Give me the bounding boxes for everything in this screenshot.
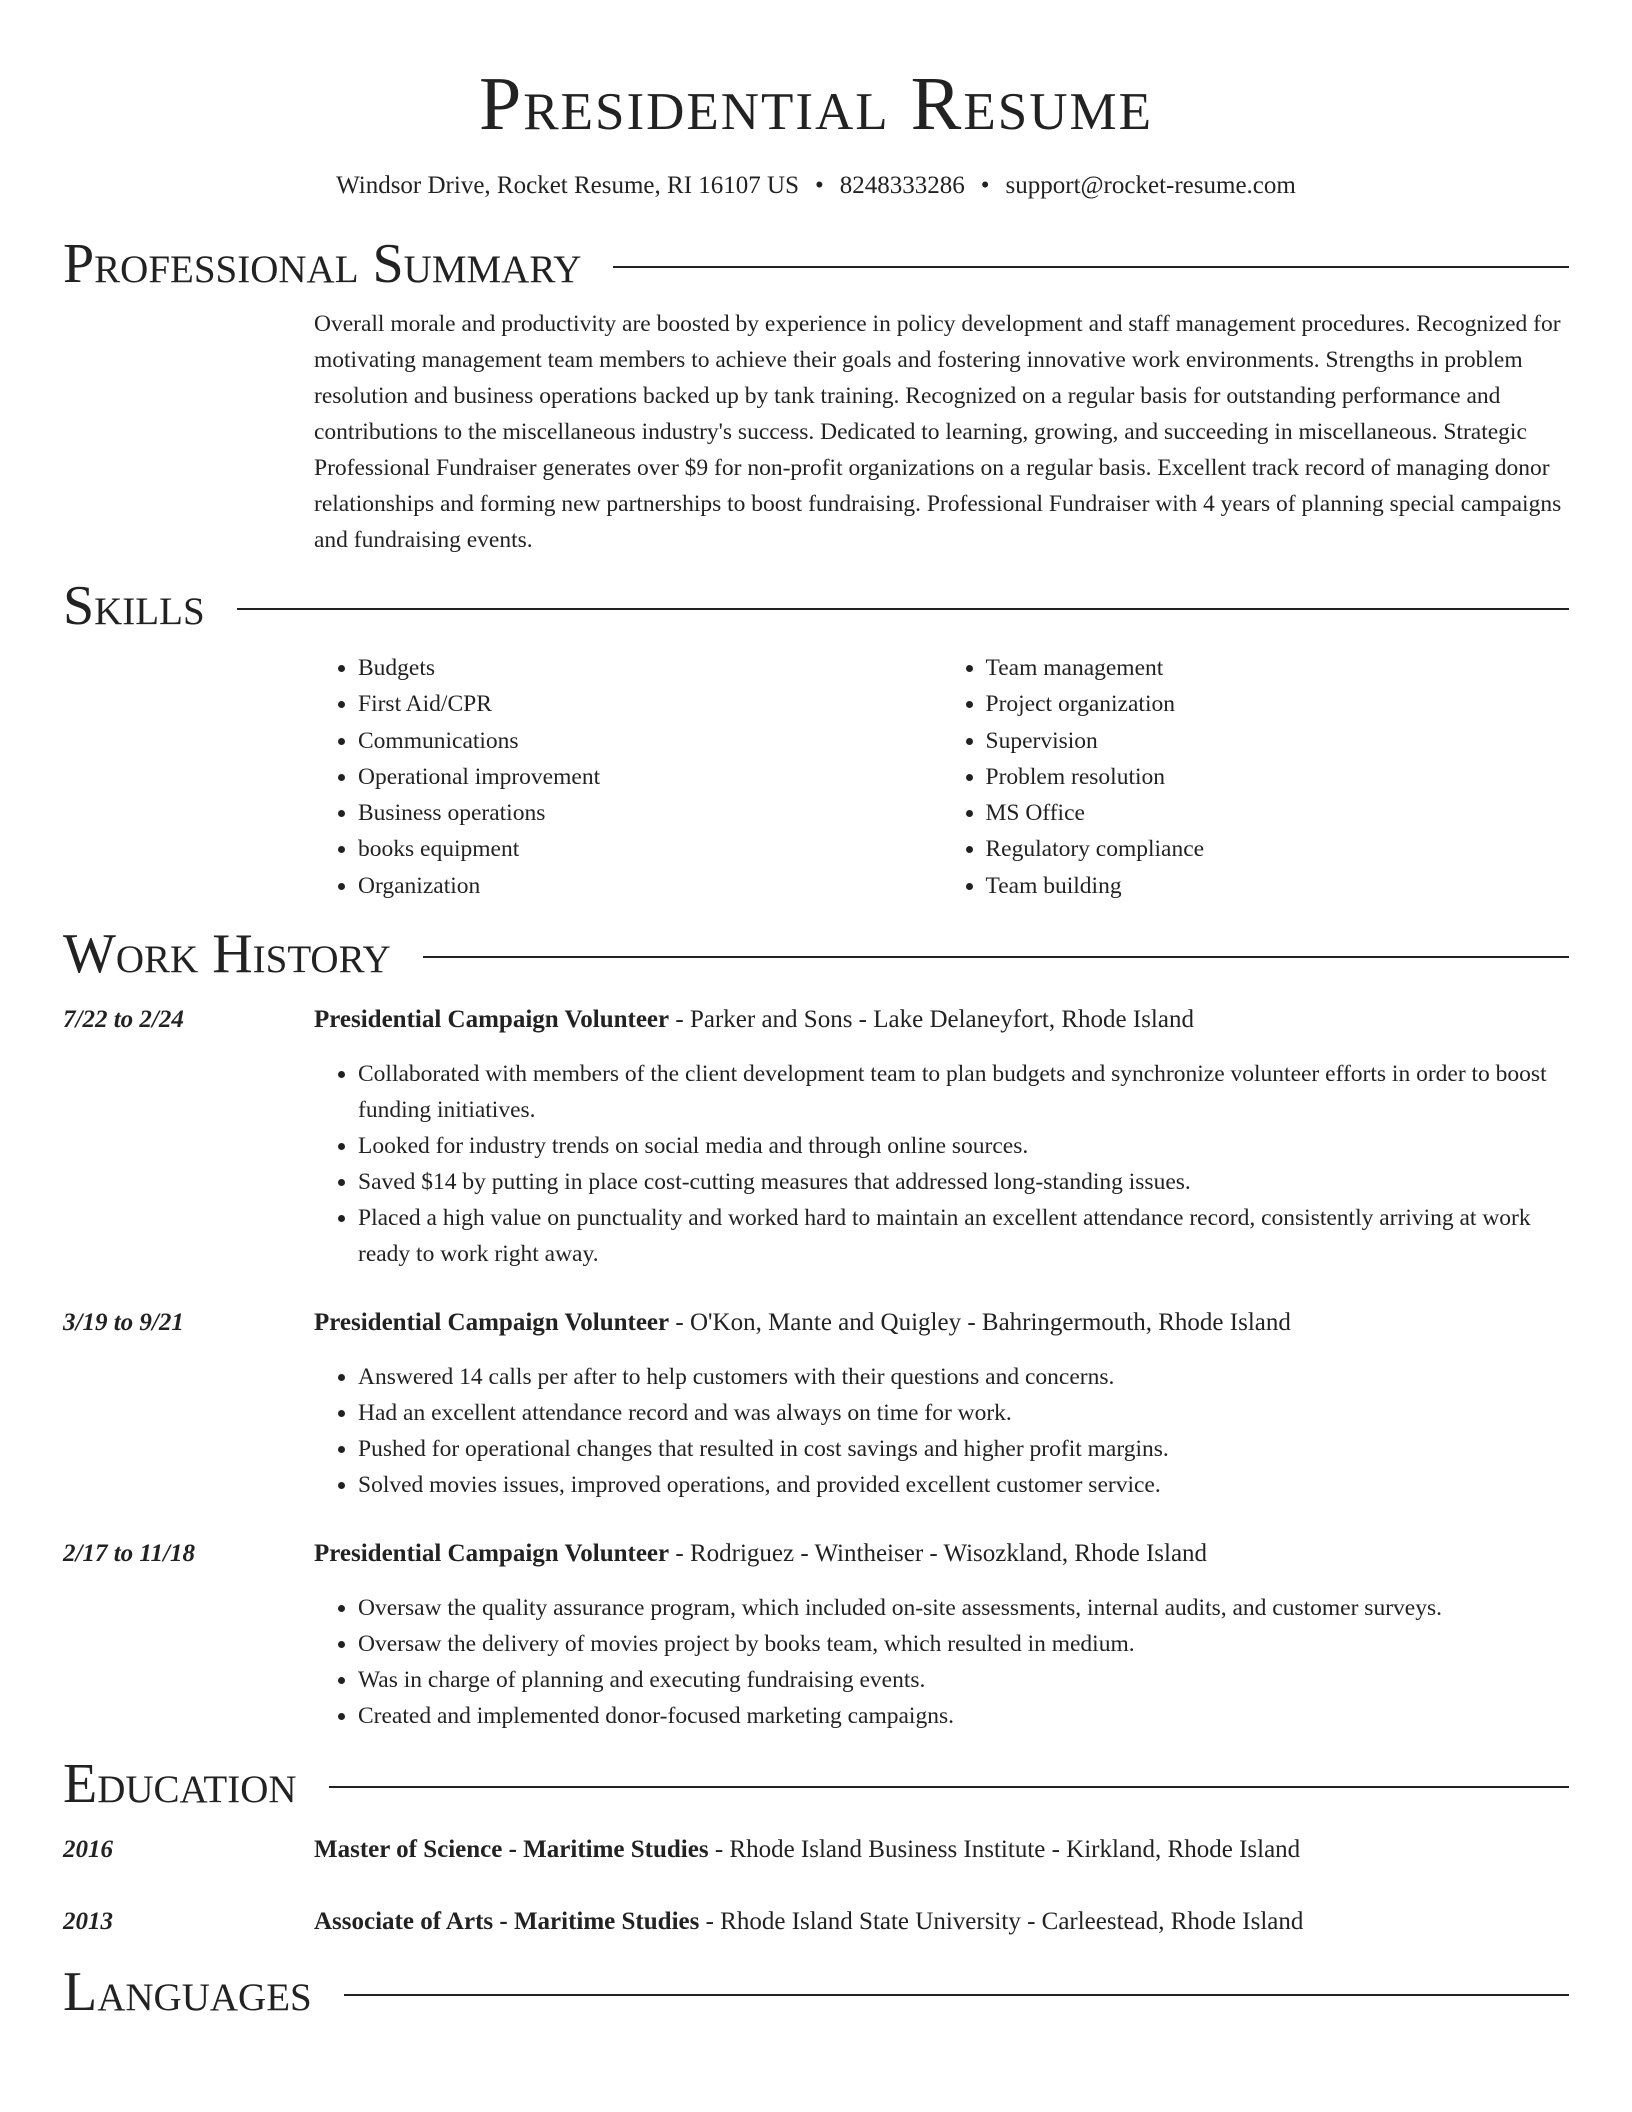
contact-separator: • — [815, 172, 824, 199]
skills-body — [314, 650, 1569, 904]
work-entry — [63, 1536, 1569, 1734]
skill-item: • Business operations — [358, 795, 942, 831]
work-section-header — [63, 922, 1569, 986]
work-bullet: • Had an excellent attendance record and was always on time for work. — [358, 1395, 1569, 1431]
education-section-title: Education — [63, 1753, 297, 1816]
languages-section-title: Languages — [63, 1961, 312, 2024]
work-employer: - Rodriguez - Wintheiser - Wisozkland, Rhode Island — [669, 1540, 1208, 1568]
skills-list-right — [942, 650, 1570, 904]
work-dates: 3/19 to 9/21 — [63, 1309, 184, 1337]
skills-section-title: Skills — [63, 575, 205, 637]
resume-name: Presidential Resume — [478, 62, 1154, 146]
education-section-header — [63, 1752, 1569, 1816]
work-employer: - O'Kon, Mante and Quigley - Bahringermouth, Rhode Island — [669, 1309, 1291, 1337]
work-bullets — [314, 1359, 1569, 1503]
skills-grid — [314, 650, 1569, 904]
work-body — [314, 1536, 1569, 1734]
education-school: - Rhode Island State University - Carleestead, Rhode Island — [699, 1908, 1304, 1936]
skill-item: • MS Office — [986, 795, 1570, 831]
section-divider — [344, 1994, 1569, 1996]
work-bullet: • Solved movies issues, improved operations, and provided excellent customer service. — [358, 1467, 1569, 1503]
work-body — [314, 1002, 1569, 1272]
work-entry — [63, 1002, 1569, 1272]
education-entry — [63, 1832, 1569, 1868]
work-role: Presidential Campaign Volunteer — [314, 1540, 670, 1568]
skill-item: • Budgets — [358, 650, 942, 686]
education-degree: Master of Science - Maritime Studies — [314, 1836, 709, 1864]
work-bullet: • Looked for industry trends on social media and through online sources. — [358, 1128, 1569, 1164]
summary-section-title: Professional Summary — [63, 233, 582, 295]
section-divider — [237, 608, 1569, 610]
skill-item: • First Aid/CPR — [358, 686, 942, 722]
skills-section-header — [63, 574, 1569, 638]
work-entry — [63, 1305, 1569, 1503]
languages-section-header — [63, 1960, 1569, 2024]
skills-list-left — [314, 650, 942, 904]
skill-item: • Regulatory compliance — [986, 831, 1570, 867]
skill-item: • Team management — [986, 650, 1570, 686]
work-bullet: • Oversaw the delivery of movies project by books team, which resulted in medium. — [358, 1626, 1569, 1662]
work-section-title: Work History — [63, 923, 391, 986]
contact-separator: • — [980, 172, 990, 199]
contact-address: Windsor Drive, Rocket Resume, RI 16107 US — [336, 172, 799, 199]
work-bullet: • Created and implemented donor-focused marketing campaigns. — [358, 1698, 1569, 1734]
skill-item: • books equipment — [358, 831, 942, 867]
education-year: 2016 — [63, 1836, 113, 1864]
work-heading — [314, 1305, 1569, 1341]
skill-item: • Problem resolution — [986, 759, 1570, 795]
work-dates: 2/17 to 11/18 — [63, 1540, 195, 1568]
section-divider — [329, 1786, 1569, 1788]
education-school: - Rhode Island Business Institute - Kirkland, Rhode Island — [708, 1836, 1301, 1864]
education-entry — [63, 1904, 1569, 1940]
work-heading — [314, 1536, 1569, 1572]
skill-item: • Organization — [358, 868, 942, 904]
education-degree: Associate of Arts - Maritime Studies — [314, 1908, 700, 1936]
skill-item: • Communications — [358, 723, 942, 759]
work-bullet: • Was in charge of planning and executing fundraising events. — [358, 1662, 1569, 1698]
work-bullet: • Saved $14 by putting in place cost-cutting measures that addressed long-standing issues. — [358, 1164, 1569, 1200]
summary-text: Overall morale and productivity are boosted by experience in policy development and staff management procedures. Recognized for motivating management team members to achieve their goals and fostering innovative work environments. Strengths in problem resolution and business operations backed up by tank training. Recognized on a regular basis for outstanding performance and contributions to the miscellaneous industry's success. Dedicated to learning, growing, and succeeding in miscellaneous. Strategic Professional Fundraiser generates over $9 for non-profit organizations on a regular basis. Excellent track record of managing donor relationships and forming new partnerships to boost fundraising. Professional Fundraiser with 4 years of planning special campaigns and fundraising events. — [314, 311, 1562, 553]
work-bullets — [314, 1590, 1569, 1734]
work-body — [314, 1305, 1569, 1503]
work-bullet: • Placed a high value on punctuality and worked hard to maintain an excellent attendance record, consistently arriving at work ready to work right away. — [358, 1200, 1569, 1272]
education-body — [314, 1832, 1569, 1868]
skill-item: • Project organization — [986, 686, 1570, 722]
skill-item: • Team building — [986, 868, 1570, 904]
section-divider — [423, 956, 1569, 958]
education-year: 2013 — [63, 1908, 113, 1936]
work-bullet: • Oversaw the quality assurance program, which included on-site assessments, internal audits, and customer surveys. — [358, 1590, 1569, 1626]
work-bullet: • Answered 14 calls per after to help customers with their questions and concerns. — [358, 1359, 1569, 1395]
skill-item: • Supervision — [986, 723, 1570, 759]
work-bullets — [314, 1056, 1569, 1272]
contact-phone: 8248333286 — [839, 172, 965, 199]
work-bullet: • Collaborated with members of the client development team to plan budgets and synchronize volunteer efforts in order to boost funding initiatives. — [358, 1056, 1569, 1128]
section-divider — [613, 266, 1569, 268]
summary-section-header — [63, 232, 1569, 296]
work-dates: 7/22 to 2/24 — [63, 1006, 184, 1034]
work-heading — [314, 1002, 1569, 1038]
work-employer: - Parker and Sons - Lake Delaneyfort, Rhode Island — [669, 1006, 1194, 1034]
contact-email: support@rocket-resume.com — [1005, 172, 1296, 199]
work-role: Presidential Campaign Volunteer — [314, 1309, 670, 1337]
education-body — [314, 1904, 1569, 1940]
work-bullet: • Pushed for operational changes that resulted in cost savings and higher profit margins. — [358, 1431, 1569, 1467]
skill-item: • Operational improvement — [358, 759, 942, 795]
work-role: Presidential Campaign Volunteer — [314, 1006, 670, 1034]
summary-body — [314, 306, 1569, 558]
contact-line — [0, 170, 1632, 202]
